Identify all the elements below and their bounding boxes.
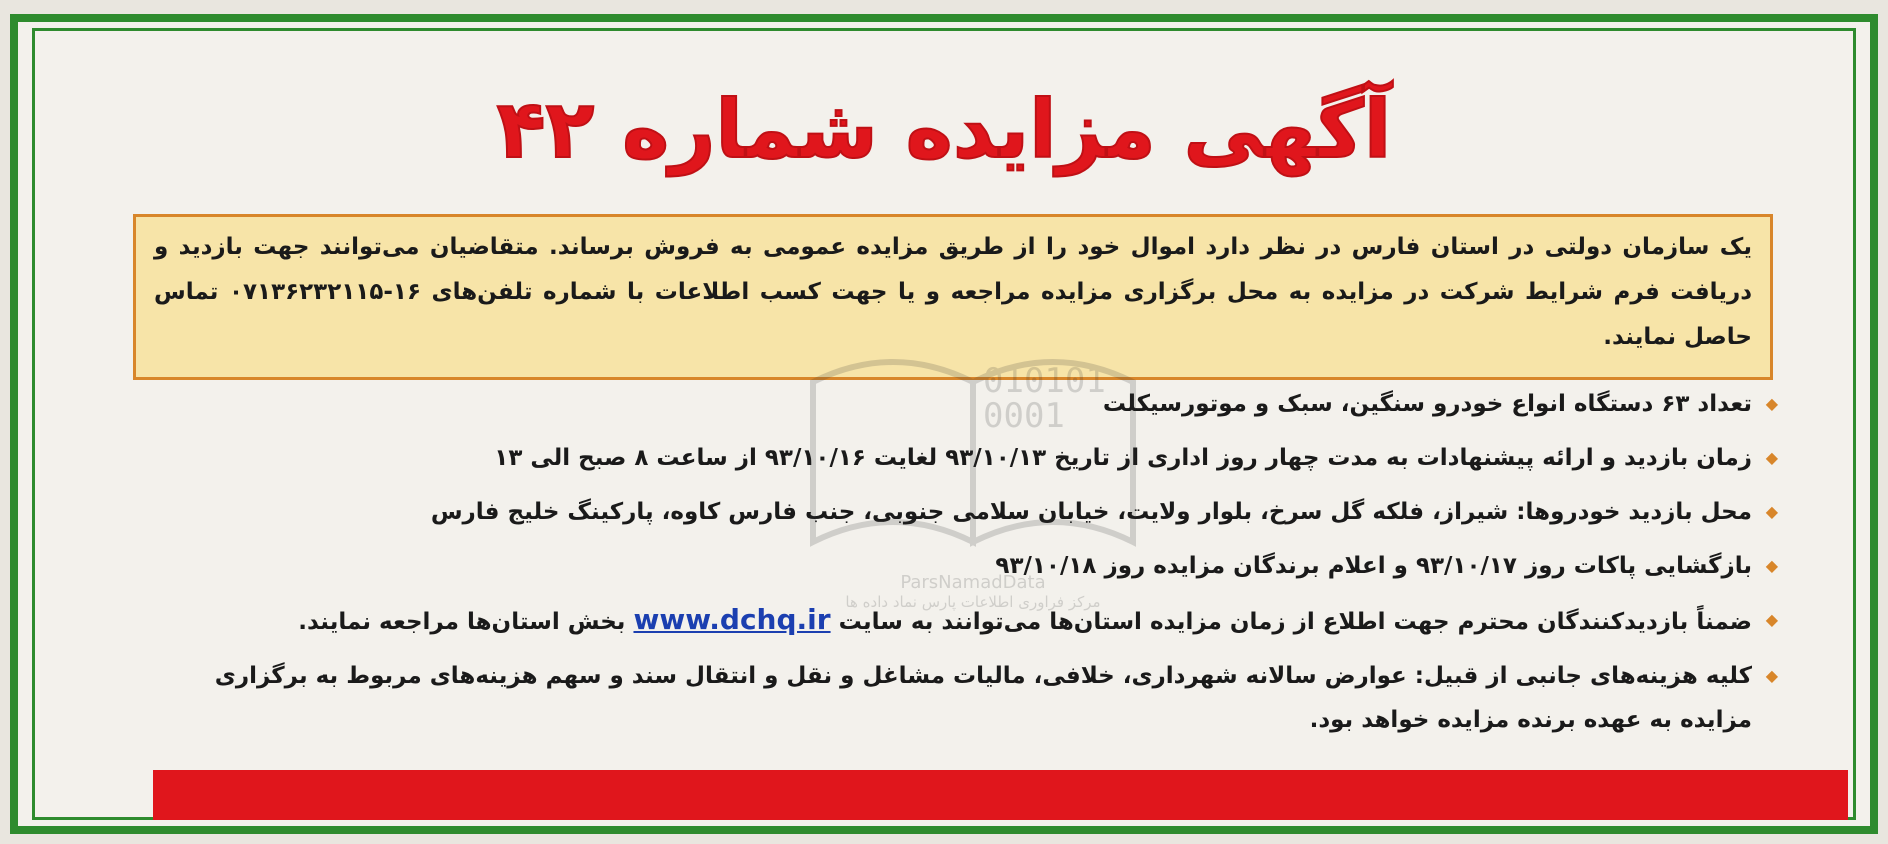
item-text: محل بازدید خودروها: شیراز، فلکه گل سرخ، بلوار ولایت، خیابان سلامی جنوبی، جنب فارس کاوه، پارکینگ خلیج فارس: [430, 499, 1752, 525]
bottom-red-bar: [153, 770, 1848, 820]
item-text: کلیه هزینه‌های جانبی از قبیل: عوارض سالانه شهرداری، خلافی، مالیات مشاغل و نقل و انتقال سند و سهم هزینه‌های مربوط به برگزاری مزایده به عهده برنده مزایده خواهد بود.: [214, 663, 1752, 733]
list-item: [138, 544, 1778, 588]
bullet-icon: ◆: [1765, 610, 1778, 629]
list-item-notice: [138, 598, 1778, 644]
item-text: زمان بازدید و ارائه پیشنهادات به مدت چهار روز اداری از تاریخ ۹۳/۱۰/۱۳ لغایت ۹۳/۱۰/۱۶ از ساعت ۸ صبح الی ۱۳: [494, 445, 1752, 471]
notice-before-link: ضمناً بازدیدکنندگان محترم جهت اطلاع از زمان مزایده استان‌ها می‌توانند به سایت: [838, 609, 1752, 635]
item-list: [138, 382, 1778, 752]
item-text: تعداد ۶۳ دستگاه انواع خودرو سنگین، سبک و موتورسیکلت: [1102, 391, 1752, 417]
list-item: [138, 490, 1778, 534]
intro-box: یک سازمان دولتی در استان فارس در نظر دارد اموال خود را از طریق مزایده عمومی به فروش برساند. متقاضیان می‌توانند جهت بازدید و دریافت فرم شرایط شرکت در مزایده به محل برگزاری مزایده مراجعه و یا جهت کسب اطلاعات با شماره تلفن‌های ۱۶-۰۷۱۳۶۲۳۲۱۱۵ تماس حاصل نمایند.: [133, 214, 1773, 380]
website-link[interactable]: www.dchq.ir: [633, 603, 831, 636]
item-text: [138, 598, 1752, 644]
bullet-icon: ◆: [1765, 502, 1778, 521]
ad-frame: [10, 14, 1878, 834]
list-item: [138, 436, 1778, 480]
bullet-icon: ◆: [1765, 394, 1778, 413]
item-text: بازگشایی پاکات روز ۹۳/۱۰/۱۷ و اعلام برندگان مزایده روز ۹۳/۱۰/۱۸: [995, 553, 1752, 579]
watermark-brand: ParsNamadData مرکز فراوری اطلاعات پارس نماد داده ها: [845, 572, 1101, 611]
svg-text:010101: 010101: [983, 361, 1106, 401]
list-item: [138, 654, 1778, 742]
bullet-icon: ◆: [1765, 448, 1778, 467]
svg-text:0001: 0001: [983, 396, 1065, 436]
bullet-icon: ◆: [1765, 666, 1778, 685]
notice-after-link: بخش استان‌ها مراجعه نمایند.: [298, 609, 626, 635]
ad-title: آگهی مزایده شماره ۴۲: [496, 83, 1392, 176]
list-item: [138, 382, 1778, 426]
bullet-icon: ◆: [1765, 556, 1778, 575]
title-area: [18, 82, 1870, 182]
